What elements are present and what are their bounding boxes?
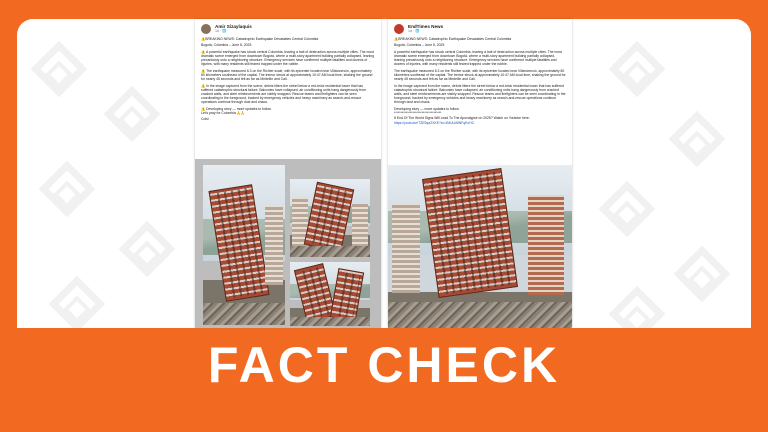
post-author[interactable]: Amir Sizaylaquis	[215, 24, 252, 29]
watermark-logo-icon	[669, 111, 726, 168]
watermark-logo-icon	[674, 246, 731, 303]
post-paragraph: 8 End Of The World Signs Will Lead To The Apocalypse on 2025? Watch on Youtube here:	[394, 116, 530, 121]
post-paragraph: ⚠️ A powerful earthquake has struck central Colombia, leaving a trail of destruction across multiple cities. The most dramatic scene emerged from downtown Bogotá, where a multi-story apartment building partially collapsed, leaning precariously onto a neighboring structure. Emergency services have confirmed multiple fatalities and dozens of injuries, with many residents still feared trapped under the rubble.	[201, 49, 375, 67]
facebook-post-left	[195, 19, 381, 328]
post-paragraph: A powerful earthquake has struck central Colombia, leaving a trail of destruction across multiple cities. The most dramatic scene emerged from downtown Bogotá, where a multi-story apartment building partially collapsed, leaning precariously onto a neighboring structure. Emergency services have confirmed multiple fatalities and dozens of injuries, with many residents still feared trapped under the rubble.	[394, 49, 562, 67]
collapsed-building-photo[interactable]	[388, 165, 572, 328]
post-meta: 1d · 🌐	[408, 29, 420, 33]
youtube-link[interactable]: https://youtu.be/TZE9qaZXKE?si=4MULk8iNFqEoHC	[394, 120, 475, 125]
post-body	[388, 36, 572, 125]
watermark-logo-icon	[119, 221, 176, 278]
post-paragraph: In the image captured from the scene, debris litters the street below a red-brick residential tower that has suffered catastrophic structural failure. Balconies have collapsed, air conditioning units hang dangerously from cracked walls, and steel reinforcements are visibly snapped. Rescue teams and firefighters can be seen coordinating in the foreground, backed by emergency vehicles and heavy machinery as search-and-rescue operations continue through dust and chaos.	[394, 83, 566, 105]
avatar[interactable]	[201, 24, 211, 34]
watermark-logo-icon	[31, 41, 88, 98]
post-headline: ⚠️BREAKING NEWS: Catastrophic Earthquake Devastates Central Colombia	[394, 37, 512, 41]
facebook-post-right	[388, 19, 572, 328]
post-author[interactable]: EndTimes News	[408, 24, 444, 29]
post-paragraph: Let's pray for Colombia 🙏🙏	[201, 111, 246, 116]
post-paragraph: The earthquake measured 6.3 on the Richter scale, with its epicenter located near Villavicencio, approximately 80 kilometers southeast of the capital. The tremor struck at approximately 10:47 AM local time, shaking the ground for nearly 45 seconds and felt as far as Medellín and Cali.	[394, 68, 566, 82]
post-meta: 1d · 🌐	[215, 29, 227, 33]
collapsed-building-photo[interactable]	[203, 165, 285, 325]
watermark-logo-icon	[599, 181, 656, 238]
watermark-logo-icon	[49, 276, 106, 333]
post-paragraph: Colsi	[201, 117, 209, 122]
post-header	[388, 19, 572, 36]
watermark-logo-icon	[39, 161, 96, 218]
watermark-logo-icon	[609, 41, 666, 98]
post-paragraph: ⚠️ In the image captured from the scene, debris litters the street below a red-brick residential tower that has suffered catastrophic structural failure. Balconies have collapsed, air conditioning units hang dangerously from cracked walls, and steel reinforcements are visibly snapped. Rescue teams and firefighters can be seen coordinating in the foreground, backed by emergency vehicles and heavy machinery as search-and-rescue operations continue through dust and chaos.	[201, 83, 367, 105]
post-paragraph: ⚠️ The earthquake measured 6.3 on the Richter scale, with its epicenter located near Villavicencio, approximately 80 kilometers southeast of the capital. The tremor struck at approximately 10:47 AM local time, shaking the ground for nearly 45 seconds and felt as far as Medellín and Cali.	[201, 68, 373, 82]
post-paragraph: Developing story — more updates to follow.	[394, 106, 460, 111]
post-body	[195, 36, 381, 121]
collapsed-building-photo[interactable]	[290, 262, 370, 326]
post-dateline: Bogotá, Colombia – June 8, 2025	[394, 43, 445, 48]
post-paragraph: ⚠️ Developing story — more updates to follow.	[201, 106, 272, 111]
post-header	[195, 19, 381, 36]
post-separator: ************************************	[394, 111, 442, 116]
collapsed-building-photo[interactable]	[290, 179, 370, 257]
post-photo-grid	[195, 159, 381, 328]
post-dateline: Bogotá, Colombia – June 8, 2025	[201, 43, 252, 48]
fact-check-title: FACT CHECK	[207, 337, 561, 393]
avatar[interactable]	[394, 24, 404, 34]
post-headline: ⚠️BREAKING NEWS: Catastrophic Earthquake Devastates Central Colombia	[201, 37, 319, 41]
watermark-logo-icon	[104, 86, 161, 143]
post-photo	[388, 165, 572, 328]
